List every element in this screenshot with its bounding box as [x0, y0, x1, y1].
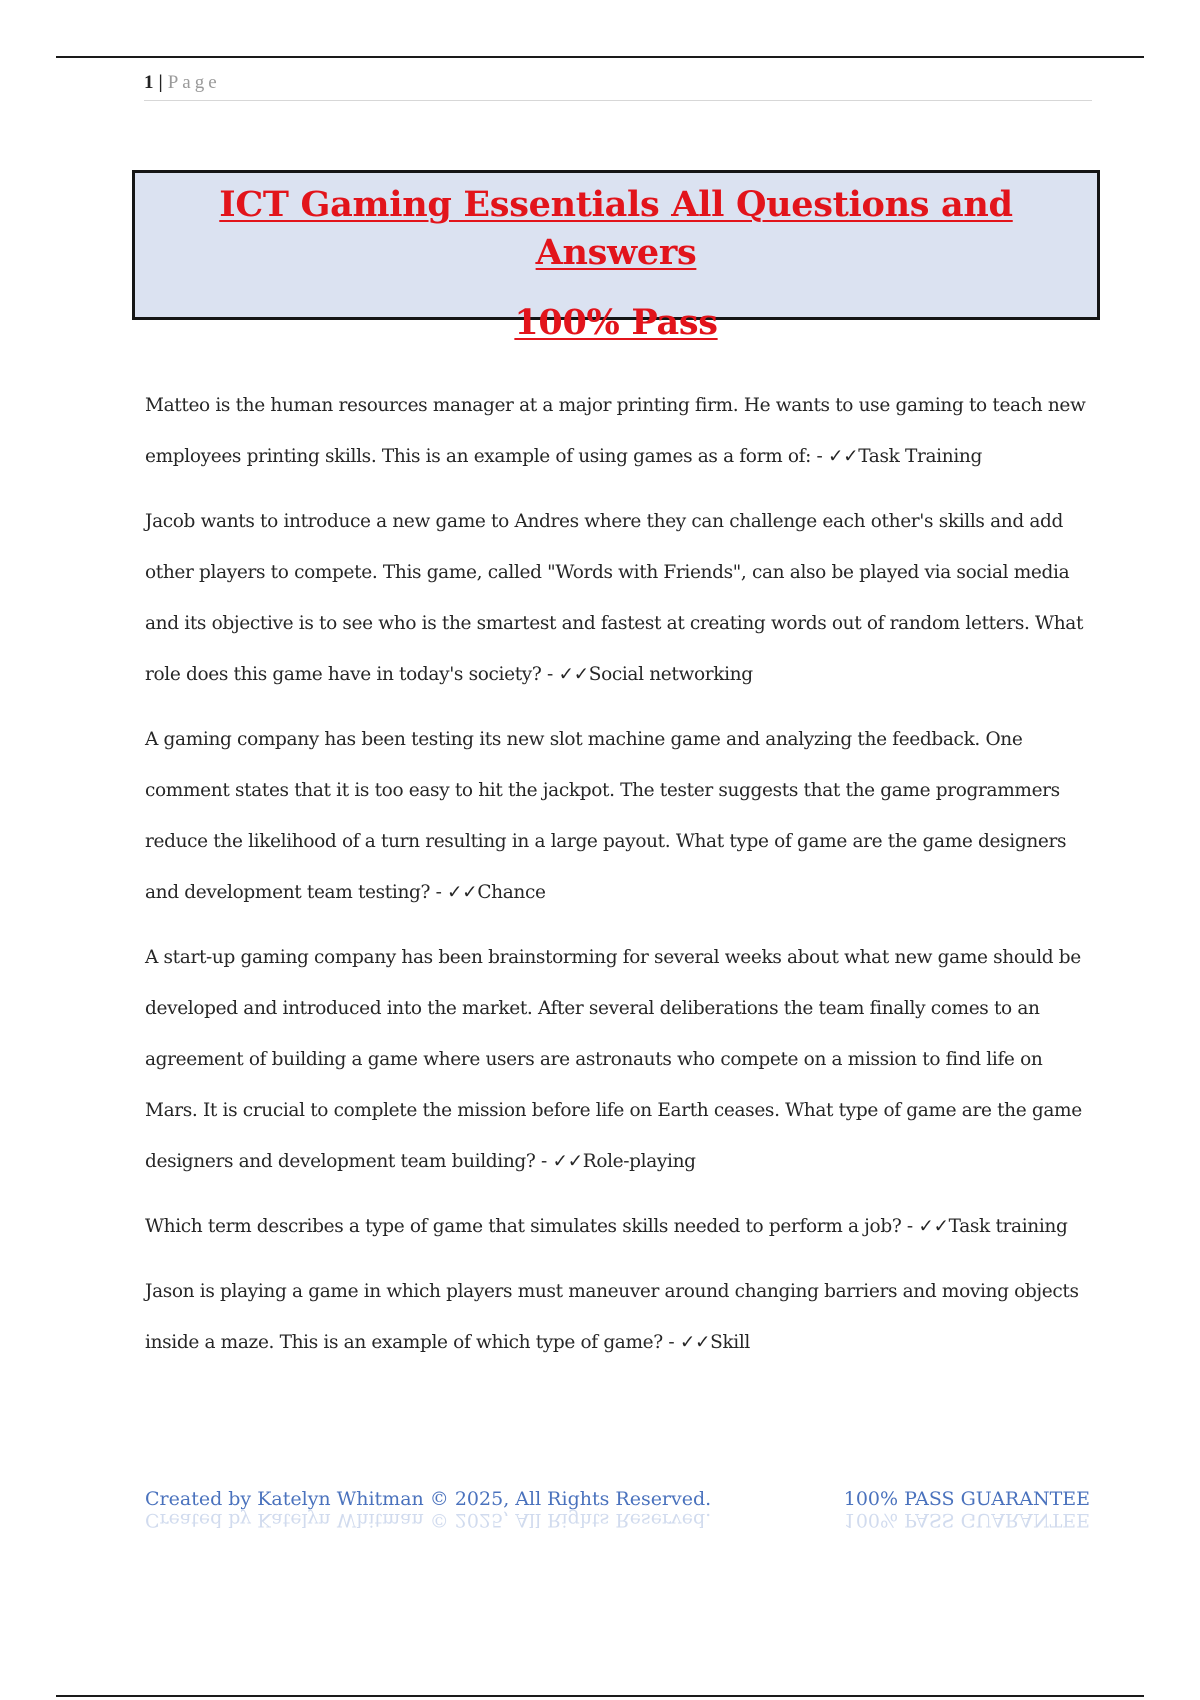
answer-text: ✓✓Role-playing [552, 1151, 696, 1172]
qa-item [145, 380, 1095, 482]
qa-item [145, 496, 1095, 700]
document-title-line1: ICT Gaming Essentials All Questions and Answers [219, 184, 1013, 273]
title-box [132, 170, 1100, 343]
question-text: Which term describes a type of game that simulates skills needed to perform a job? - [145, 1216, 919, 1237]
top-rule [56, 56, 1144, 58]
page-header [144, 72, 1092, 101]
answer-text: ✓✓Chance [447, 882, 546, 903]
page-word: Page [167, 72, 221, 93]
answer-text: ✓✓Task training [918, 1216, 1068, 1237]
qa-item [145, 1201, 1095, 1252]
question-text: A gaming company has been testing its new slot machine game and analyzing the feedback. One comment states that it is too easy to hit the jackpot. The tester suggests that the game programmers reduce the likelihood of a turn resulting in a large payout. What type of game are the game designers and development team testing? - [145, 729, 1067, 903]
answer-text: ✓✓Skill [679, 1332, 750, 1353]
answer-text: ✓✓Task Training [827, 446, 982, 467]
page-separator: | [158, 72, 163, 93]
qa-item [145, 1266, 1095, 1368]
page-number: 1 [144, 72, 154, 93]
footer-copyright: Created by Katelyn Whitman © 2025, All Rights Reserved. [145, 1488, 712, 1510]
qa-item [145, 932, 1095, 1187]
footer-guarantee: 100% PASS GUARANTEE [843, 1488, 1090, 1510]
question-text: Jason is playing a game in which players must maneuver around changing barriers and moving objects inside a maze. This is an example of which type of game? - [145, 1281, 1079, 1353]
question-text: Matteo is the human resources manager at a major printing firm. He wants to use gaming to teach new employees printing skills. This is an example of using games as a form of: - [145, 395, 1086, 467]
qa-item [145, 714, 1095, 918]
footer-reflection [145, 1509, 1090, 1531]
footer-guarantee-reflection: 100% PASS GUARANTEE [843, 1509, 1090, 1531]
qa-list [145, 380, 1095, 1382]
footer-copyright-reflection: Created by Katelyn Whitman © 2025, All Rights Reserved. [145, 1509, 712, 1531]
document-title-line2: 100% Pass [514, 302, 718, 343]
bottom-rule [56, 1695, 1144, 1697]
question-text: Jacob wants to introduce a new game to Andres where they can challenge each other's skills and add other players to compete. This game, called "Words with Friends", can also be played via social media and its objective is to see who is the smartest and fastest at creating words out of random letters. What role does this game have in today's society? - [145, 511, 1084, 685]
answer-text: ✓✓Social networking [558, 664, 753, 685]
question-text: A start-up gaming company has been brainstorming for several weeks about what new game should be developed and introduced into the market. After several deliberations the team finally comes to an agreement of building a game where users are astronauts who compete on a mission to find life on Mars. It is crucial to complete the mission before life on Earth ceases. What type of game are the game designers and development team building? - [145, 947, 1082, 1172]
